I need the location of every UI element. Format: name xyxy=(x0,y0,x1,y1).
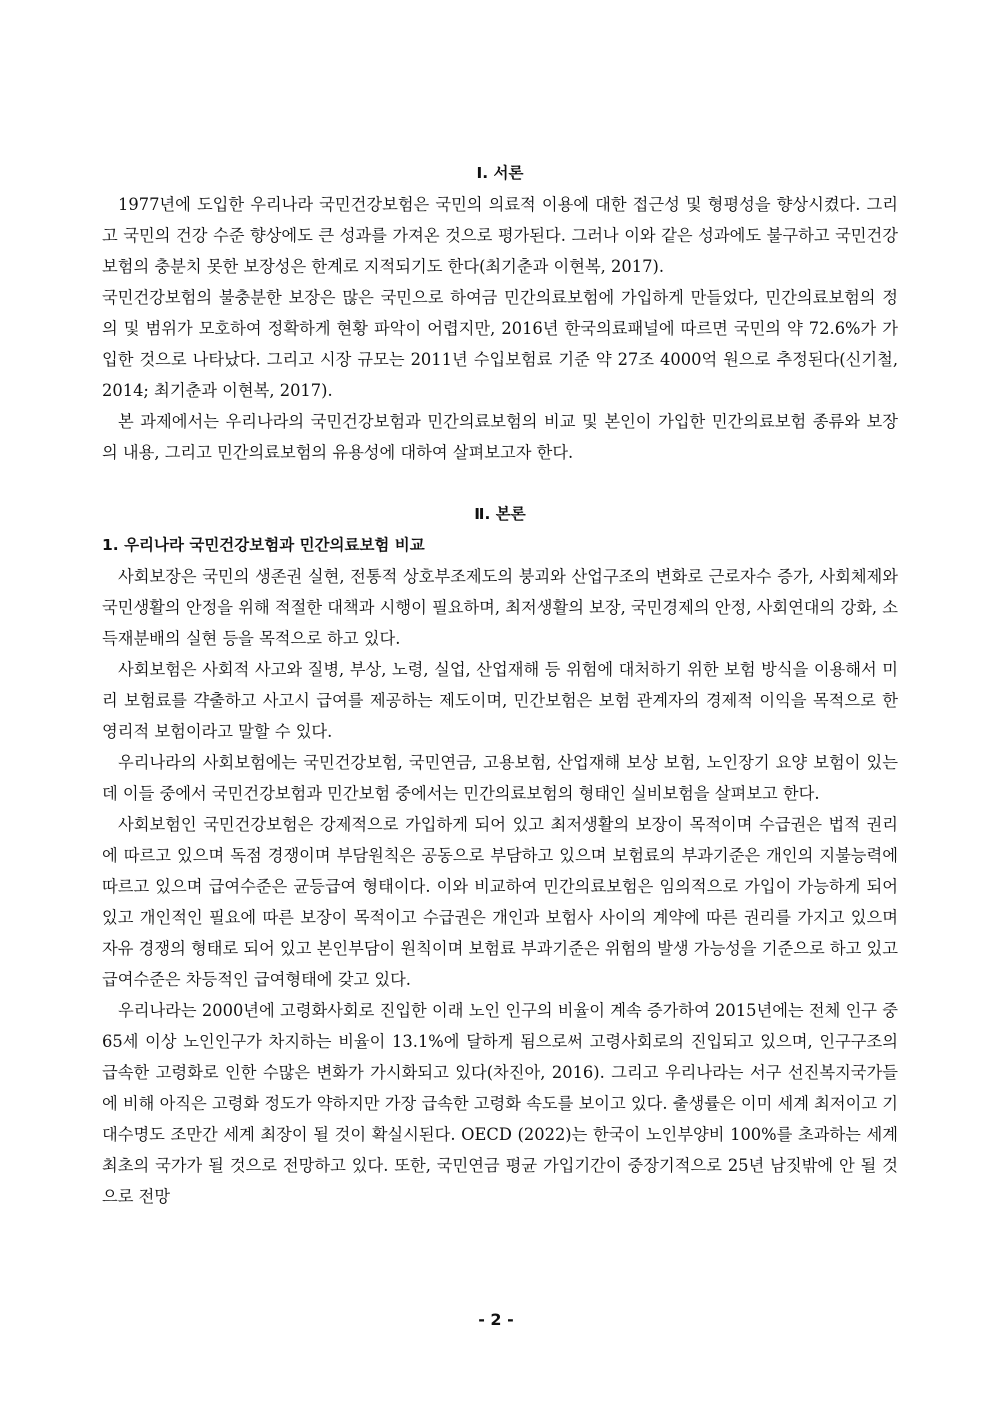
subsection-title-1: 1. 우리나라 국민건강보험과 민간의료보험 비교 xyxy=(102,536,425,554)
intro-paragraph-2: 국민건강보험의 불충분한 보장은 많은 국민으로 하여금 민간의료보험에 가입하게 만들었다, 민간의료보험의 정의 및 범위가 모호하여 정확하게 현황 파악이 어렵지만, 2016년 한국의료패널에 따르면 국민의 약 72.6%가 가입한 것으로 나타났다. 그리고 시장 규모는 2011년 수입보험료 기준 약 27조 4000억 원으로 추정된다(신기철, 2014; 최기춘과 이현복, 2017). xyxy=(102,288,898,400)
section-title-introduction: Ⅰ. 서론 xyxy=(476,164,524,182)
section-spacer xyxy=(102,468,898,499)
intro-paragraph-1: 1977년에 도입한 우리나라 국민건강보험은 국민의 의료적 이용에 대한 접근성 및 형평성을 향상시켰다. 그리고 국민의 건강 수준 향상에도 큰 성과를 가져온 것으로 평가된다. 그러나 이와 같은 성과에도 불구하고 국민건강보험의 충분치 못한 보장성은 한계로 지적되기도 한다(최기춘과 이현복, 2017). xyxy=(102,195,898,276)
page-number: - 2 - xyxy=(478,1310,514,1329)
intro-paragraph-3: 본 과제에서는 우리나라의 국민건강보험과 민간의료보험의 비교 및 본인이 가입한 민간의료보험 종류와 보장의 내용, 그리고 민간의료보험의 유용성에 대하여 살펴보고자 한다. xyxy=(102,412,898,462)
body-paragraph-2: 사회보험은 사회적 사고와 질병, 부상, 노령, 실업, 산업재해 등 위험에 대처하기 위한 보험 방식을 이용해서 미리 보험료를 갹출하고 사고시 급여를 제공하는 제도이며, 민간보험은 보험 관계자의 경제적 이익을 목적으로 한 영리적 보험이라고 말할 수 있다. xyxy=(102,660,898,741)
body-paragraph-5: 우리나라는 2000년에 고령화사회로 진입한 이래 노인 인구의 비율이 계속 증가하여 2015년에는 전체 인구 중 65세 이상 노인인구가 차지하는 비율이 13.1%에 달하게 됨으로써 고령사회로의 진입되고 있으며, 인구구조의 급속한 고령화로 인한 수많은 변화가 가시화되고 있다(차진아, 2016). 그리고 우리나라는 서구 선진복지국가들에 비해 아직은 고령화 정도가 약하지만 가장 급속한 고령화 속도를 보이고 있다. 출생률은 이미 세계 최저이고 기대수명도 조만간 세계 최장이 될 것이 확실시된다. OECD (2022)는 한국이 노인부양비 100%를 초과하는 세계 최초의 국가가 될 것으로 전망하고 있다. 또한, 국민연금 평균 가입기간이 중장기적으로 25년 남짓밖에 안 될 것으로 전망 xyxy=(102,1001,898,1206)
body-paragraph-1: 사회보장은 국민의 생존권 실현, 전통적 상호부조제도의 붕괴와 산업구조의 변화로 근로자수 증가, 사회체제와 국민생활의 안정을 위해 적절한 대책과 시행이 필요하며, 최저생활의 보장, 국민경제의 안정, 사회연대의 강화, 소득재분배의 실현 등을 목적으로 하고 있다. xyxy=(102,567,898,648)
body-paragraph-4: 사회보험인 국민건강보험은 강제적으로 가입하게 되어 있고 최저생활의 보장이 목적이며 수급권은 법적 권리에 따르고 있으며 독점 경쟁이며 부담원칙은 공동으로 부담하고 있으며 보험료의 부과기준은 개인의 지불능력에 따르고 있으며 급여수준은 균등급여 형태이다. 이와 비교하여 민간의료보험은 임의적으로 가입이 가능하게 되어 있고 개인적인 필요에 따른 보장이 목적이고 수급권은 개인과 보험사 사이의 계약에 따른 권리를 가지고 있으며 자유 경쟁의 형태로 되어 있고 본인부담이 원칙이며 보험료 부과기준은 위험의 발생 가능성을 기준으로 하고 있고 급여수준은 차등적인 급여형태에 갖고 있다. xyxy=(102,815,898,989)
body-paragraph-3: 우리나라의 사회보험에는 국민건강보험, 국민연금, 고용보험, 산업재해 보상 보험, 노인장기 요양 보험이 있는데 이들 중에서 국민건강보험과 민간보험 중에서는 민간의료보험의 형태인 실비보험을 살펴보고 한다. xyxy=(102,753,898,803)
page-content xyxy=(102,158,898,1212)
section-title-body: Ⅱ. 본론 xyxy=(474,505,526,523)
